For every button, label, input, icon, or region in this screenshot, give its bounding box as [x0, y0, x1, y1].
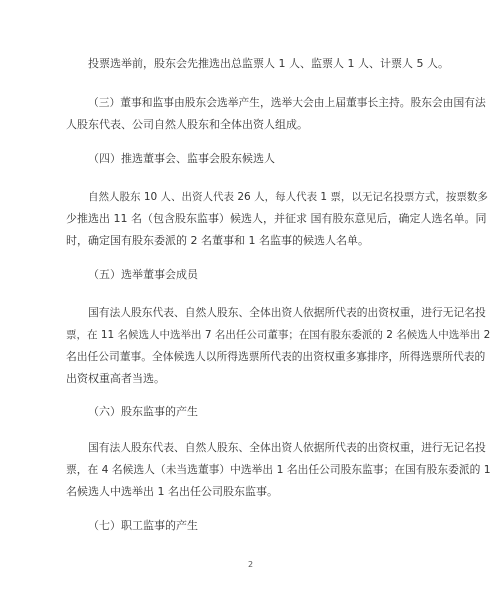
- section-heading: （四）推选董事会、监事会股东候选人: [88, 152, 275, 165]
- paragraph-line: 人股东代表、公司自然人股东和全体出资人组成。: [66, 118, 308, 131]
- section-heading: （五）选举董事会成员: [88, 268, 198, 281]
- paragraph-line: 名出任公司董事。全体候选人以所得选票所代表的出资权重多寡排序，所得选票所代表的: [66, 350, 486, 363]
- paragraph-line: 投票选举前，股东会先推选出总监票人 1 人、监票人 1 人、计票人 5 人。: [88, 57, 449, 70]
- paragraph-line: 时，确定国有股东委派的 2 名董事和 1 名监事的候选人名单。: [66, 234, 369, 247]
- paragraph-line: 出资权重高者当选。: [66, 372, 165, 385]
- page-number: 2: [248, 560, 254, 569]
- section-heading: （七）职工监事的产生: [88, 519, 198, 532]
- paragraph-line: 国有法人股东代表、自然人股东、全体出资人依据所代表的出资权重，进行无记名投: [88, 306, 486, 319]
- paragraph-line: 国有法人股东代表、自然人股东、全体出资人依据所代表的出资权重，进行无记名投: [88, 441, 486, 454]
- paragraph-line: 自然人股东 10 人、出资人代表 26 人，每人代表 1 票，以无记名投票方式，按票数多: [88, 191, 488, 203]
- paragraph-line: （三）董事和监事由股东会选举产生，选举大会由上届董事长主持。股东会由国有法: [88, 96, 486, 109]
- paragraph-line: 名候选人中选举出 1 名出任公司股东监事。: [66, 485, 278, 498]
- paragraph-line: 少推选出 11 名（包含股东监事）候选人，并征求 国有股东意见后，确定人选名单。同: [66, 212, 487, 225]
- paragraph-line: 票，在 4 名候选人（未当选董事）中选举出 1 名出任公司股东监事；在国有股东委派的 1: [66, 463, 491, 476]
- section-heading: （六）股东监事的产生: [88, 405, 198, 418]
- paragraph-line: 票，在 11 名候选人中选举出 7 名出任公司董事；在国有股东委派的 2 名候选人中选举出 2: [66, 329, 491, 341]
